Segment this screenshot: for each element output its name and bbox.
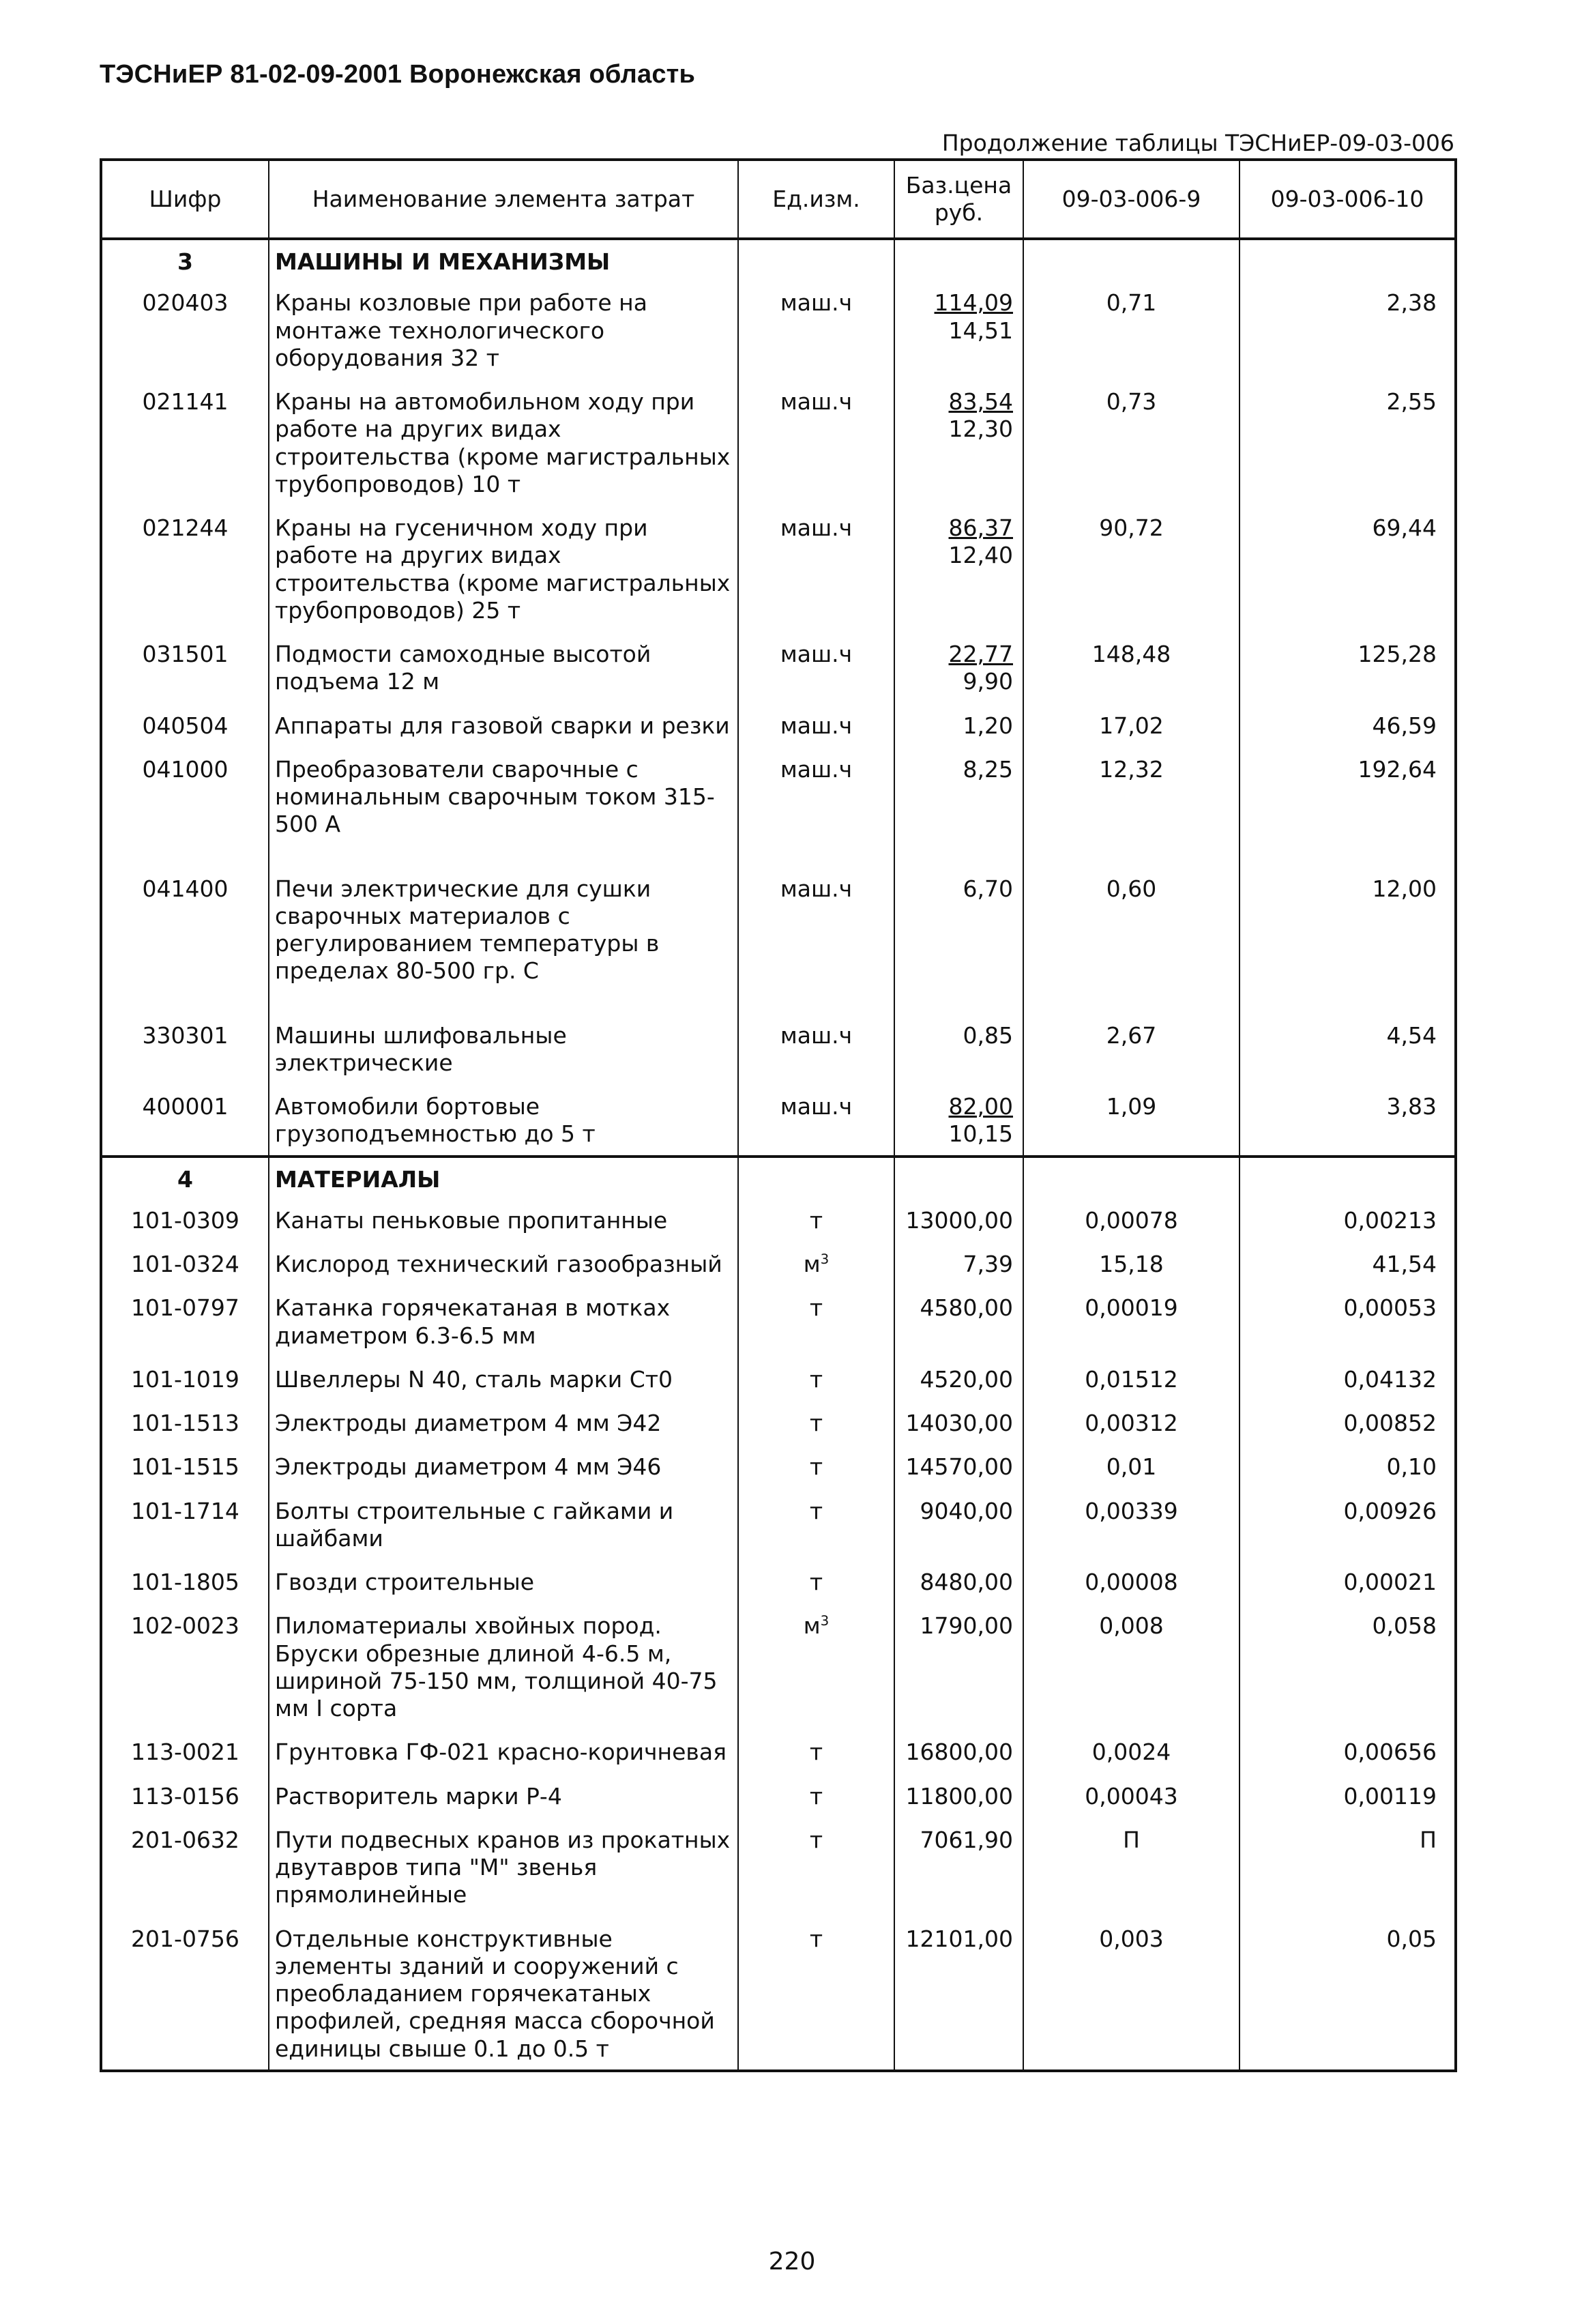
cost-table-container [100, 158, 1454, 2072]
unit-value: т [809, 1497, 823, 1524]
table-continuation-caption: Продолжение таблицы ТЭСНиЕР-09-03-006 [941, 130, 1454, 156]
col-header-price: Баз.цена руб. [894, 160, 1023, 239]
row-name: Кислород технический газообразный [269, 1241, 738, 1285]
row-value-09-03-006-10: П [1240, 1817, 1456, 1916]
row-price [894, 1916, 1023, 2071]
empty-cell [1023, 239, 1240, 280]
row-value-09-03-006-10: 0,00926 [1240, 1488, 1456, 1560]
row-price [894, 1603, 1023, 1729]
row-code: 021141 [142, 388, 229, 415]
row-price [894, 1241, 1023, 1285]
row-unit [738, 1197, 894, 1241]
unit-value: маш.ч [780, 514, 853, 541]
row-price [894, 703, 1023, 746]
row-name: Пути подвесных кранов из прокатных двутавров типа "М" звенья прямолинейные [269, 1817, 738, 1916]
row-name: Отдельные конструктивные элементы зданий и сооружений с преобладанием горячекатаных профилей, средняя масса сборочной единицы свыше 0.1 до 0.5 т [269, 1916, 738, 2071]
row-code: 101-0797 [131, 1294, 239, 1322]
empty-cell [738, 1157, 894, 1197]
table-row [101, 1084, 1456, 1157]
page-number: 220 [768, 2248, 816, 2276]
row-code: 101-1513 [131, 1410, 239, 1436]
unit-value: маш.ч [780, 1021, 853, 1049]
row-value-09-03-006-10: 125,28 [1240, 631, 1456, 703]
row-unit [738, 1817, 894, 1916]
row-value-09-03-006-9: 0,00339 [1023, 1488, 1240, 1560]
empty-cell [1240, 1157, 1456, 1197]
row-code: 020403 [142, 289, 229, 317]
row-code: 101-0324 [131, 1251, 239, 1277]
row-price [894, 379, 1023, 505]
unit-value: т [809, 1410, 823, 1436]
row-price [894, 1013, 1023, 1084]
row-name: Растворитель марки Р-4 [269, 1773, 738, 1817]
row-code: 041400 [142, 875, 229, 902]
table-row [101, 1356, 1456, 1400]
row-unit [738, 1241, 894, 1285]
row-price [894, 746, 1023, 866]
unit-value: т [809, 1453, 823, 1481]
row-name: Гвозди строительные [269, 1559, 738, 1603]
table-row [101, 1773, 1456, 1817]
row-name: Печи электрические для сушки сварочных материалов с регулированием температуры в пределах 80-500 гр. С [269, 866, 738, 1013]
unit-superscript: 3 [820, 1613, 830, 1629]
row-price [894, 1817, 1023, 1916]
empty-cell [1023, 1157, 1240, 1197]
row-unit [738, 1444, 894, 1487]
col-header-v2: 09-03-006-10 [1240, 160, 1456, 239]
empty-cell [894, 239, 1023, 280]
row-value-09-03-006-10: 2,38 [1240, 280, 1456, 379]
row-value-09-03-006-9: 0,00078 [1023, 1197, 1240, 1241]
base-price: 11800,00 [905, 1782, 1013, 1810]
cost-table [100, 158, 1457, 2072]
row-value-09-03-006-9: 15,18 [1023, 1241, 1240, 1285]
document-title: ТЭСНиЕР 81-02-09-2001 Воронежская область [100, 60, 696, 89]
row-name: Пиломатериалы хвойных пород. Бруски обрезные длиной 4-6.5 м, шириной 75-150 мм, толщиной 40-75 мм I сорта [269, 1603, 738, 1729]
row-name: Краны козловые при работе на монтаже технологического оборудования 32 т [269, 280, 738, 379]
row-name: Подмости самоходные высотой подъема 12 м [269, 631, 738, 703]
row-price [894, 1773, 1023, 1817]
row-unit [738, 1729, 894, 1773]
row-value-09-03-006-9: 90,72 [1023, 505, 1240, 631]
unit-value: м [803, 1251, 821, 1277]
section-title: МАТЕРИАЛЫ [269, 1157, 738, 1197]
unit-value: т [809, 1925, 823, 1952]
row-code: 101-1019 [131, 1365, 239, 1393]
row-value-09-03-006-10: 0,058 [1240, 1603, 1456, 1729]
row-name: Катанка горячекатаная в мотках диаметром 6.3-6.5 мм [269, 1285, 738, 1356]
row-price [894, 280, 1023, 379]
base-price: 14030,00 [905, 1410, 1013, 1436]
row-name: Машины шлифовальные электрические [269, 1013, 738, 1084]
base-price-secondary: 12,40 [948, 542, 1013, 569]
col-header-code: Шифр [101, 160, 269, 239]
row-value-09-03-006-9: 148,48 [1023, 631, 1240, 703]
row-name: Краны на гусеничном ходу при работе на других видах строительства (кроме магистральных трубопроводов) 25 т [269, 505, 738, 631]
base-price: 9040,00 [920, 1497, 1013, 1524]
row-unit [738, 1559, 894, 1603]
empty-cell [1240, 239, 1456, 280]
unit-value: т [809, 1365, 823, 1393]
row-value-09-03-006-9: 2,67 [1023, 1013, 1240, 1084]
table-row [101, 379, 1456, 505]
row-value-09-03-006-10: 4,54 [1240, 1013, 1456, 1084]
row-code: 101-0309 [131, 1206, 239, 1234]
unit-value: маш.ч [780, 875, 853, 902]
table-row [101, 631, 1456, 703]
row-unit [738, 1356, 894, 1400]
col-header-unit: Ед.изм. [738, 160, 894, 239]
row-code: 031501 [142, 641, 229, 667]
unit-value: т [809, 1739, 823, 1766]
row-value-09-03-006-10: 69,44 [1240, 505, 1456, 631]
row-code: 041000 [142, 755, 229, 783]
base-price-secondary: 9,90 [963, 668, 1013, 695]
row-name: Краны на автомобильном ходу при работе на других видах строительства (кроме магистральных трубопроводов) 10 т [269, 379, 738, 505]
base-price: 7061,90 [920, 1826, 1013, 1853]
table-row [101, 1916, 1456, 2071]
row-code: 101-1805 [131, 1569, 239, 1595]
row-value-09-03-006-10: 0,10 [1240, 1444, 1456, 1487]
base-price: 6,70 [963, 875, 1013, 902]
table-row [101, 703, 1456, 746]
base-price: 86,37 [948, 514, 1013, 541]
row-value-09-03-006-9: 0,73 [1023, 379, 1240, 505]
row-code: 040504 [142, 712, 229, 739]
row-price [894, 1729, 1023, 1773]
header-row [101, 160, 1456, 239]
row-unit [738, 280, 894, 379]
row-code: 113-0156 [131, 1782, 239, 1810]
table-row [101, 1488, 1456, 1560]
row-value-09-03-006-10: 12,00 [1240, 866, 1456, 1013]
row-unit [738, 1084, 894, 1157]
section-code: 4 [101, 1157, 269, 1197]
row-value-09-03-006-10: 46,59 [1240, 703, 1456, 746]
base-price: 82,00 [948, 1093, 1013, 1120]
col-header-name: Наименование элемента затрат [269, 160, 738, 239]
row-value-09-03-006-9: 1,09 [1023, 1084, 1240, 1157]
base-price: 114,09 [934, 289, 1013, 317]
row-unit [738, 1488, 894, 1560]
row-unit [738, 1916, 894, 2071]
row-name: Электроды диаметром 4 мм Э46 [269, 1444, 738, 1487]
row-code: 101-1515 [131, 1453, 239, 1481]
col-header-v1: 09-03-006-9 [1023, 160, 1240, 239]
row-price [894, 1197, 1023, 1241]
row-code: 400001 [142, 1093, 229, 1120]
base-price: 16800,00 [905, 1739, 1013, 1766]
unit-value: маш.ч [780, 1093, 853, 1120]
row-code: 330301 [142, 1021, 229, 1049]
row-value-09-03-006-9: 0,00019 [1023, 1285, 1240, 1356]
row-value-09-03-006-10: 0,00852 [1240, 1400, 1456, 1444]
row-unit [738, 1400, 894, 1444]
row-code: 201-0756 [131, 1925, 239, 1952]
row-value-09-03-006-10: 3,83 [1240, 1084, 1456, 1157]
row-name: Швеллеры N 40, сталь марки Ст0 [269, 1356, 738, 1400]
row-price [894, 1084, 1023, 1157]
row-unit [738, 866, 894, 1013]
unit-value: маш.ч [780, 289, 853, 317]
unit-value: маш.ч [780, 712, 853, 739]
row-price [894, 1559, 1023, 1603]
base-price: 0,85 [963, 1021, 1013, 1049]
base-price: 4580,00 [920, 1294, 1013, 1322]
empty-cell [894, 1157, 1023, 1197]
row-unit [738, 703, 894, 746]
row-name: Грунтовка ГФ-021 красно-коричневая [269, 1729, 738, 1773]
row-value-09-03-006-9: 0,0024 [1023, 1729, 1240, 1773]
row-code: 101-1714 [131, 1497, 239, 1524]
row-code: 113-0021 [131, 1739, 239, 1766]
row-price [894, 1400, 1023, 1444]
row-value-09-03-006-9: 0,71 [1023, 280, 1240, 379]
empty-cell [738, 239, 894, 280]
base-price-secondary: 10,15 [948, 1120, 1013, 1148]
row-value-09-03-006-10: 192,64 [1240, 746, 1456, 866]
base-price-secondary: 12,30 [948, 416, 1013, 443]
table-body [101, 239, 1456, 2071]
table-row [101, 866, 1456, 1013]
row-name: Болты строительные с гайками и шайбами [269, 1488, 738, 1560]
section-row [101, 239, 1456, 280]
base-price: 8480,00 [920, 1569, 1013, 1595]
table-row [101, 1285, 1456, 1356]
table-row [101, 1400, 1456, 1444]
row-price [894, 1356, 1023, 1400]
row-price [894, 866, 1023, 1013]
table-row [101, 1729, 1456, 1773]
row-name: Канаты пеньковые пропитанные [269, 1197, 738, 1241]
row-unit [738, 1773, 894, 1817]
table-row [101, 1013, 1456, 1084]
table-row [101, 746, 1456, 866]
section-code: 3 [177, 248, 193, 275]
table-row [101, 1559, 1456, 1603]
table-header [101, 160, 1456, 239]
row-value-09-03-006-9: П [1023, 1817, 1240, 1916]
row-value-09-03-006-10: 0,00656 [1240, 1729, 1456, 1773]
row-name: Аппараты для газовой сварки и резки [269, 703, 738, 746]
row-value-09-03-006-10: 0,05 [1240, 1916, 1456, 2071]
row-value-09-03-006-10: 0,00119 [1240, 1773, 1456, 1817]
section-row [101, 1157, 1456, 1197]
row-value-09-03-006-10: 0,00213 [1240, 1197, 1456, 1241]
base-price: 1,20 [963, 712, 1013, 739]
row-name: Автомобили бортовые грузоподъемностью до 5 т [269, 1084, 738, 1157]
row-code: 201-0632 [131, 1826, 239, 1853]
row-value-09-03-006-10: 41,54 [1240, 1241, 1456, 1285]
row-price [894, 505, 1023, 631]
row-value-09-03-006-9: 0,003 [1023, 1916, 1240, 2071]
row-value-09-03-006-10: 0,00021 [1240, 1559, 1456, 1603]
row-unit [738, 505, 894, 631]
row-unit [738, 1603, 894, 1729]
base-price: 7,39 [963, 1251, 1013, 1277]
table-row [101, 1817, 1456, 1916]
unit-value: т [809, 1294, 823, 1322]
unit-value: маш.ч [780, 755, 853, 783]
row-value-09-03-006-9: 0,01 [1023, 1444, 1240, 1487]
table-row [101, 1241, 1456, 1285]
row-value-09-03-006-9: 0,01512 [1023, 1356, 1240, 1400]
base-price: 4520,00 [920, 1365, 1013, 1393]
base-price: 13000,00 [905, 1206, 1013, 1234]
row-code: 021244 [142, 514, 229, 541]
row-unit [738, 631, 894, 703]
table-row [101, 280, 1456, 379]
row-value-09-03-006-9: 0,008 [1023, 1603, 1240, 1729]
row-unit [738, 746, 894, 866]
row-name: Электроды диаметром 4 мм Э42 [269, 1400, 738, 1444]
unit-value: маш.ч [780, 388, 853, 415]
row-unit [738, 1285, 894, 1356]
row-price [894, 631, 1023, 703]
table-row [101, 505, 1456, 631]
row-value-09-03-006-10: 0,00053 [1240, 1285, 1456, 1356]
row-code: 102-0023 [131, 1612, 239, 1640]
base-price: 22,77 [948, 641, 1013, 667]
row-value-09-03-006-9: 17,02 [1023, 703, 1240, 746]
unit-value: м [803, 1612, 821, 1640]
unit-value: маш.ч [780, 641, 853, 667]
section-title: МАШИНЫ И МЕХАНИЗМЫ [269, 239, 738, 280]
row-value-09-03-006-9: 0,00043 [1023, 1773, 1240, 1817]
base-price: 14570,00 [905, 1453, 1013, 1481]
row-price [894, 1488, 1023, 1560]
row-value-09-03-006-9: 0,00312 [1023, 1400, 1240, 1444]
row-value-09-03-006-10: 0,04132 [1240, 1356, 1456, 1400]
row-price [894, 1444, 1023, 1487]
base-price: 8,25 [963, 755, 1013, 783]
table-row [101, 1444, 1456, 1487]
unit-value: т [809, 1782, 823, 1810]
row-value-09-03-006-9: 0,00008 [1023, 1559, 1240, 1603]
row-unit [738, 379, 894, 505]
unit-value: т [809, 1569, 823, 1595]
row-value-09-03-006-9: 12,32 [1023, 746, 1240, 866]
unit-value: т [809, 1826, 823, 1853]
unit-value: т [809, 1206, 823, 1234]
row-price [894, 1285, 1023, 1356]
base-price: 1790,00 [920, 1612, 1013, 1640]
row-value-09-03-006-9: 0,60 [1023, 866, 1240, 1013]
base-price: 83,54 [948, 388, 1013, 415]
base-price-secondary: 14,51 [948, 317, 1013, 344]
table-row [101, 1197, 1456, 1241]
base-price: 12101,00 [905, 1925, 1013, 1952]
row-name: Преобразователи сварочные с номинальным сварочным током 315-500 А [269, 746, 738, 866]
row-unit [738, 1013, 894, 1084]
unit-superscript: 3 [820, 1251, 830, 1267]
table-row [101, 1603, 1456, 1729]
row-value-09-03-006-10: 2,55 [1240, 379, 1456, 505]
